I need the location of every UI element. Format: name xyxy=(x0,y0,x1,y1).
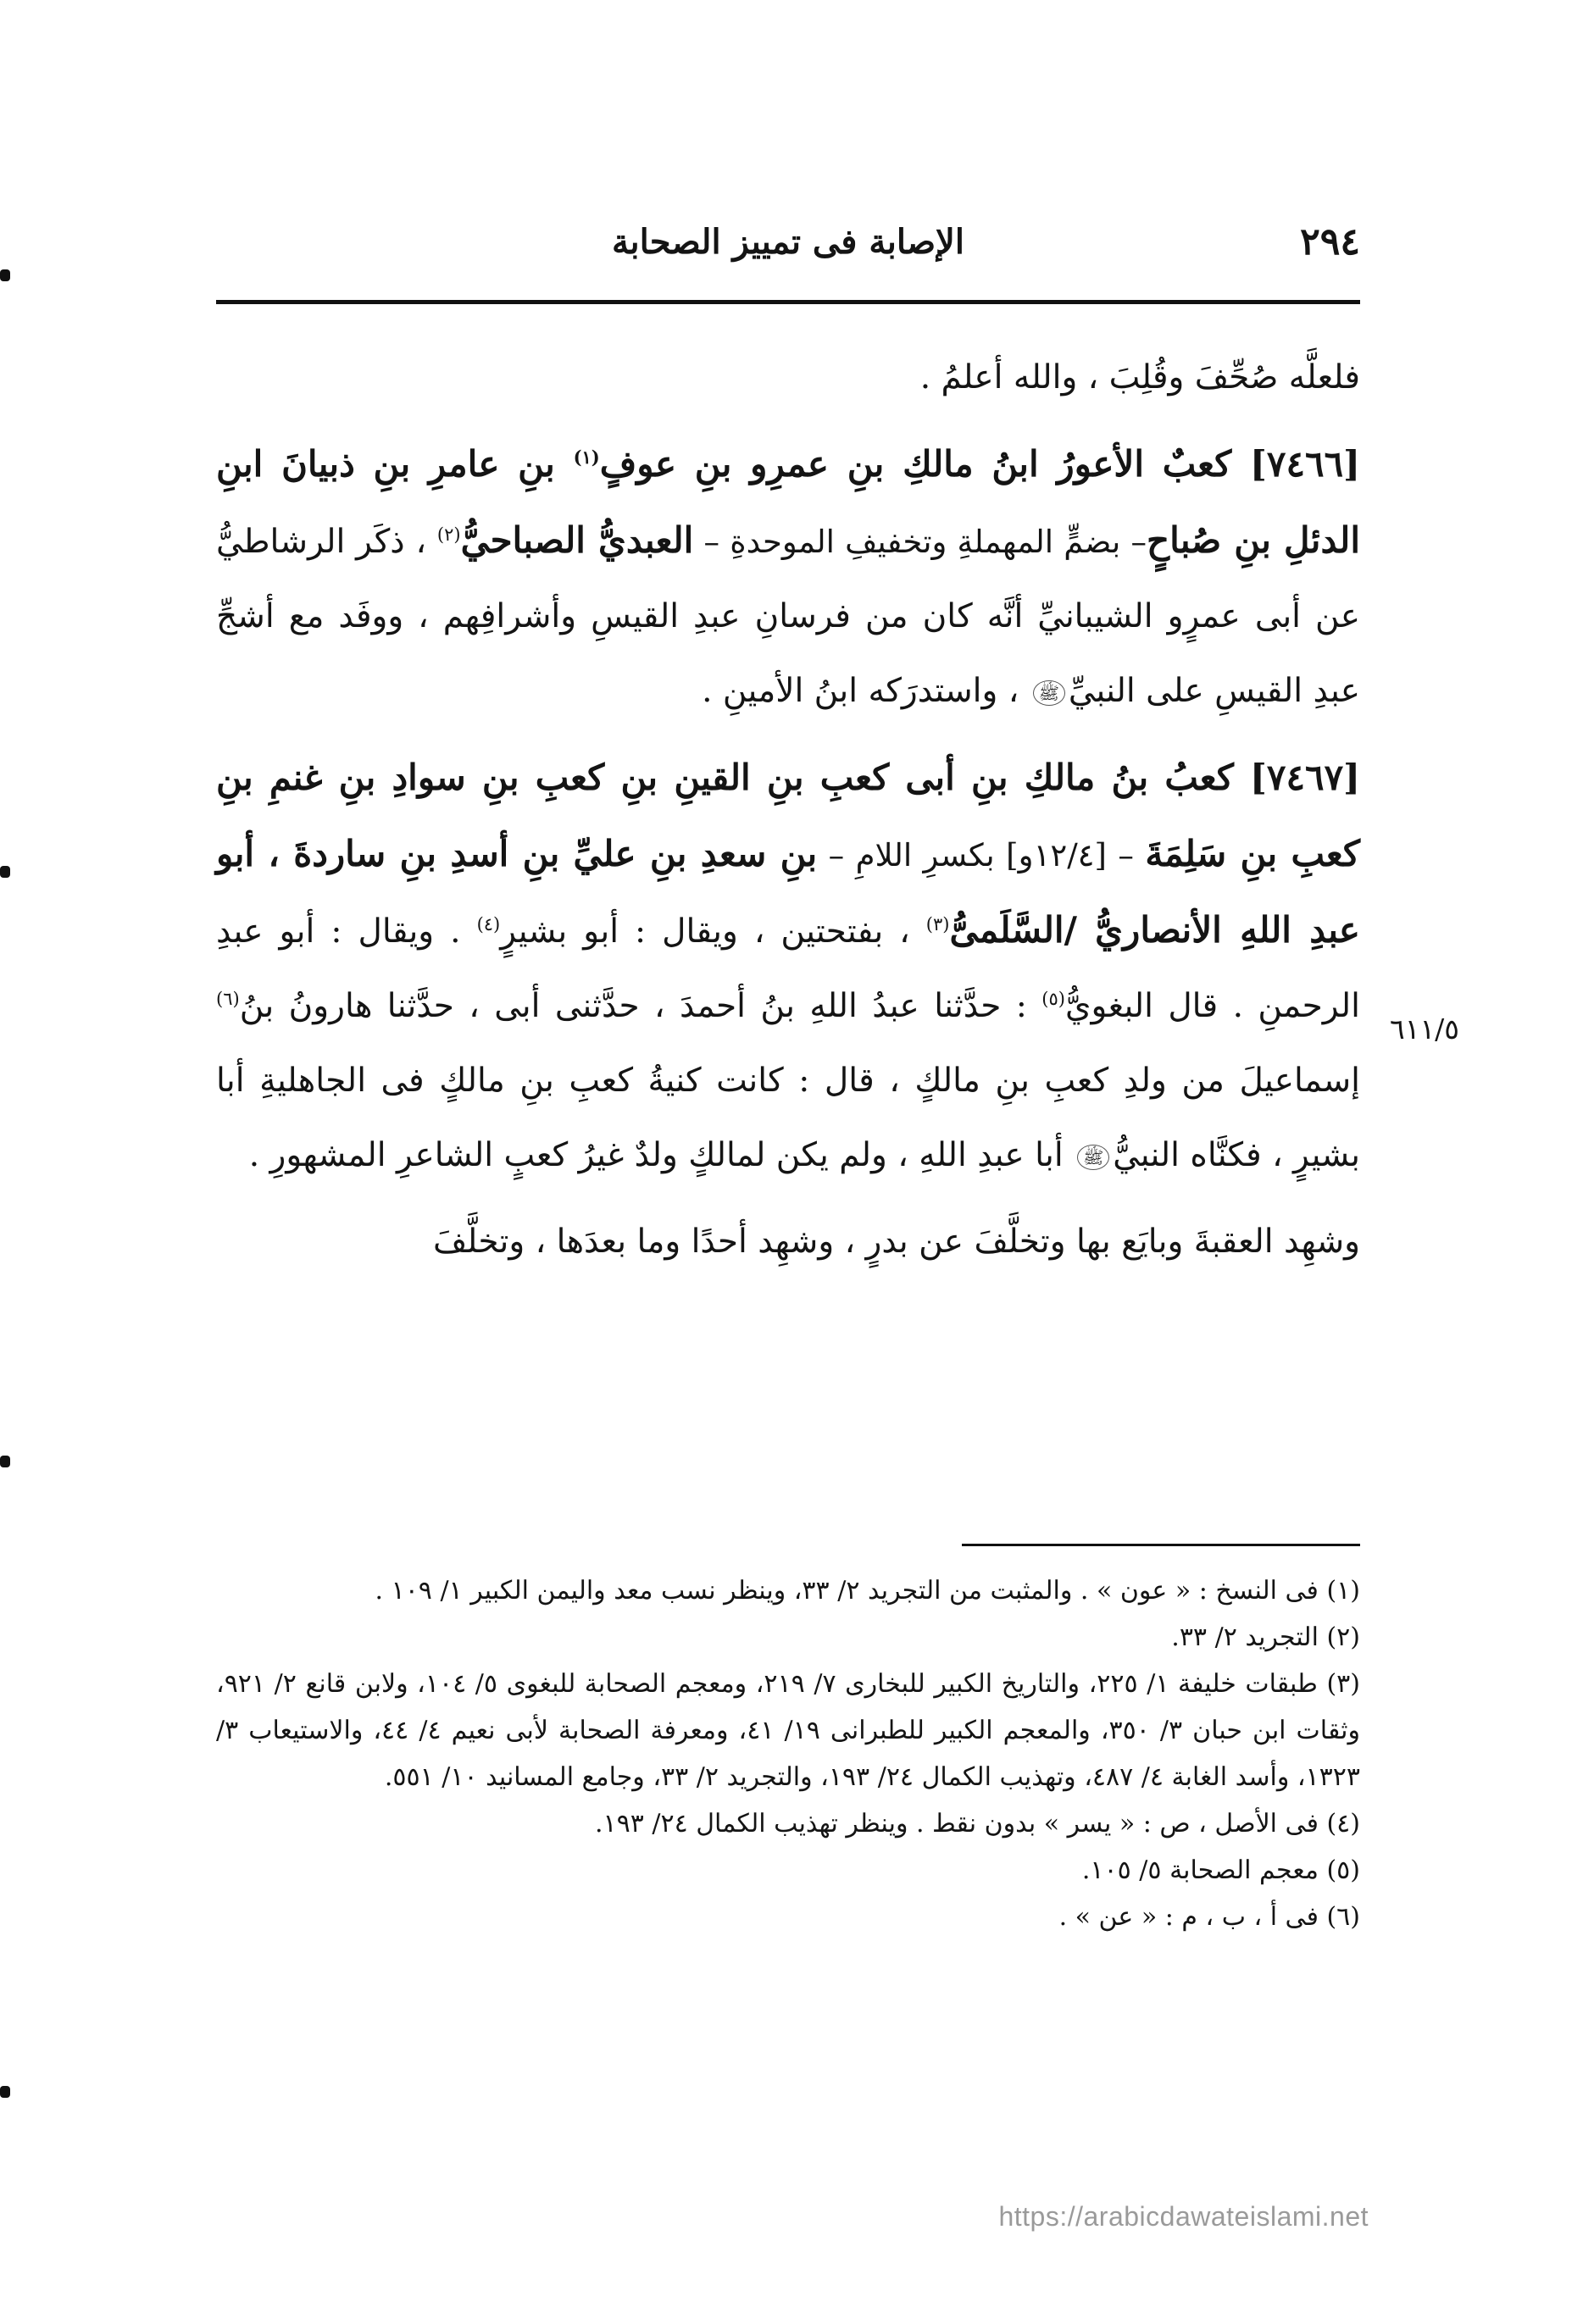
footnote-2: (٢) التجريد ٢/ ٣٣. xyxy=(1171,1622,1360,1652)
manuscript-marker: – [١٢/٤و] بكسرِ اللامِ – xyxy=(817,837,1146,874)
salutation-glyph: ﷺ xyxy=(1033,680,1065,706)
entry-name: بنِ سعدِ بنِ عليِّ بنِ أسدِ بنِ ساردةَ ، أبو عبدِ اللهِ الأنصاريُّ /السَّلَمىُّ xyxy=(216,833,1360,951)
entry-text: : حدَّثنا عبدُ اللهِ بنُ أحمدَ ، حدَّثنى أبى ، حدَّثنا هارونُ بنُ xyxy=(239,987,1042,1025)
source-watermark: https://arabicdawateislami.net xyxy=(998,2201,1369,2232)
footnote-ref[interactable]: (٢) xyxy=(436,524,461,545)
bracket: ] xyxy=(1250,443,1267,485)
entry-name: كعبٌ الأعورُ ابنُ مالكِ بنِ عمرِو بنِ عوفٍ xyxy=(599,443,1251,485)
footnote-ref[interactable]: (٤) xyxy=(476,914,501,935)
footnote-ref[interactable]: (٦) xyxy=(216,989,240,1009)
scan-mark xyxy=(0,2086,10,2098)
bracket: [ xyxy=(1343,443,1361,485)
entry-number: ٧٤٦٧ xyxy=(1266,757,1344,798)
footnote-ref[interactable]: (٣) xyxy=(925,914,950,935)
scan-mark xyxy=(0,1456,10,1467)
paragraph-text: فلعلَّه صُحِّفَ وقُلِبَ ، والله أعلمُ . xyxy=(919,358,1360,397)
running-title: الإصابة فى تمييز الصحابة xyxy=(612,222,964,262)
entry-7466 xyxy=(216,427,1360,729)
entry-text: إسماعيلَ من ولدِ كعبِ بنِ مالكٍ ، قال : كانت كنيةُ كعبِ بنِ مالكٍ فى الجاهليةِ أبا بشيرٍ ، فكنَّاه النبيُّ xyxy=(216,1062,1360,1174)
footnote-4: (٤) فى الأصل ، ص : « يسر » بدون نقط . وينظر تهذيب الكمال ٢٤/ ١٩٣. xyxy=(594,1809,1360,1839)
footnote-3: (٣) طبقات خليفة ١/ ٢٢٥، والتاريخ الكبير للبخارى ٧/ ٢١٩، ومعجم الصحابة للبغوى ٥/ ١٠٤، ولابن قانع ٢/ ٩٢١، وثقات ابن حبان ٣/ ٣٥٠، والمعجم الكبير للطبرانى ١٩/ ٤١، ومعرفة الصحابة لأبى نعيم ٤/ ٤٤، والاستيعاب ٣/ ١٣٢٣، وأسد الغابة ٤/ ٤٨٧، وتهذيب الكمال ٢٤/ ١٩٣، والتجريد ٢/ ٣٣، وجامع المسانيد ١٠/ ٥٥١. xyxy=(216,1669,1361,1792)
entry-text: ، واستدرَكه ابنُ الأمينِ . xyxy=(702,672,1030,710)
vocalization-note: – بضمٍّ المهملةِ وتخفيفِ الموحدةِ – xyxy=(693,524,1147,560)
page-number: ٢٩٤ xyxy=(1300,220,1360,263)
footnote-ref[interactable]: (١) xyxy=(573,446,600,468)
entry-name: كعبُ بنُ مالكِ بنِ أبى كعبِ بنِ القينِ بنِ كعبِ بنِ سوادِ بنِ غنمِ بنِ كعبِ بنِ سَلِمَةَ xyxy=(216,757,1360,874)
salutation-glyph: ﷺ xyxy=(1077,1145,1109,1170)
entry-text: . ويقال : أبو عبدِ الرحمنِ . قال البغويُّ xyxy=(216,912,1360,1025)
entry-text: أبا عبدِ اللهِ ، ولم يكن لمالكٍ ولدٌ غيرُ كعبٍ الشاعرِ المشهورِ . xyxy=(248,1136,1075,1174)
entry-text: ، ذكَر الرشاطيُّ عن أبى عمرٍو الشيبانيِّ أنَّه كان من فرسانِ عبدِ القيسِ وأشرافِهم ، ووفَد مع أشجِّ عبدِ القيسِ على النبيِّ xyxy=(216,523,1360,710)
entry-number: ٧٤٦٦ xyxy=(1266,443,1344,485)
paragraph xyxy=(216,1205,1360,1279)
paragraph xyxy=(216,341,1360,415)
main-text xyxy=(216,341,1360,1279)
paragraph-text: وشهِد العقبةَ وبايَع بها وتخلَّفَ عن بدرٍ ، وشهِد أحدًا وما بعدَها ، وتخلَّفَ xyxy=(433,1223,1360,1261)
entry-text: ، بفتحتين ، ويقال : أبو بشيرٍ xyxy=(500,912,926,951)
footnote-rule xyxy=(962,1544,1360,1546)
footnote-6: (٦) فى أ ، ب ، م : « عن » . xyxy=(1058,1902,1360,1932)
page-header xyxy=(216,214,1360,269)
header-rule xyxy=(216,300,1360,304)
footnotes xyxy=(216,1567,1360,1940)
bracket: [ xyxy=(1343,757,1360,798)
bracket: ] xyxy=(1250,757,1267,798)
entry-7467 xyxy=(216,740,1360,1193)
scan-mark xyxy=(0,866,10,878)
entry-name: بنِ عامرِ بنِ ذبيانَ ابنِ الدئلِ بنِ صُباحٍ xyxy=(216,443,1360,561)
footnote-1: (١) فى النسخ : « عون » . والمثبت من التجريد ٢/ ٣٣، وينظر نسب معد واليمن الكبير ١/ ١٠٩ . xyxy=(375,1576,1360,1606)
footnote-ref[interactable]: (٥) xyxy=(1041,989,1065,1009)
scan-mark xyxy=(0,269,10,281)
entry-nisba: العبديُّ الصباحيُّ xyxy=(460,519,694,561)
margin-reference: ٦١١/٥ xyxy=(1390,1012,1460,1046)
footnote-5: (٥) معجم الصحابة ٥/ ١٠٥. xyxy=(1081,1855,1360,1885)
